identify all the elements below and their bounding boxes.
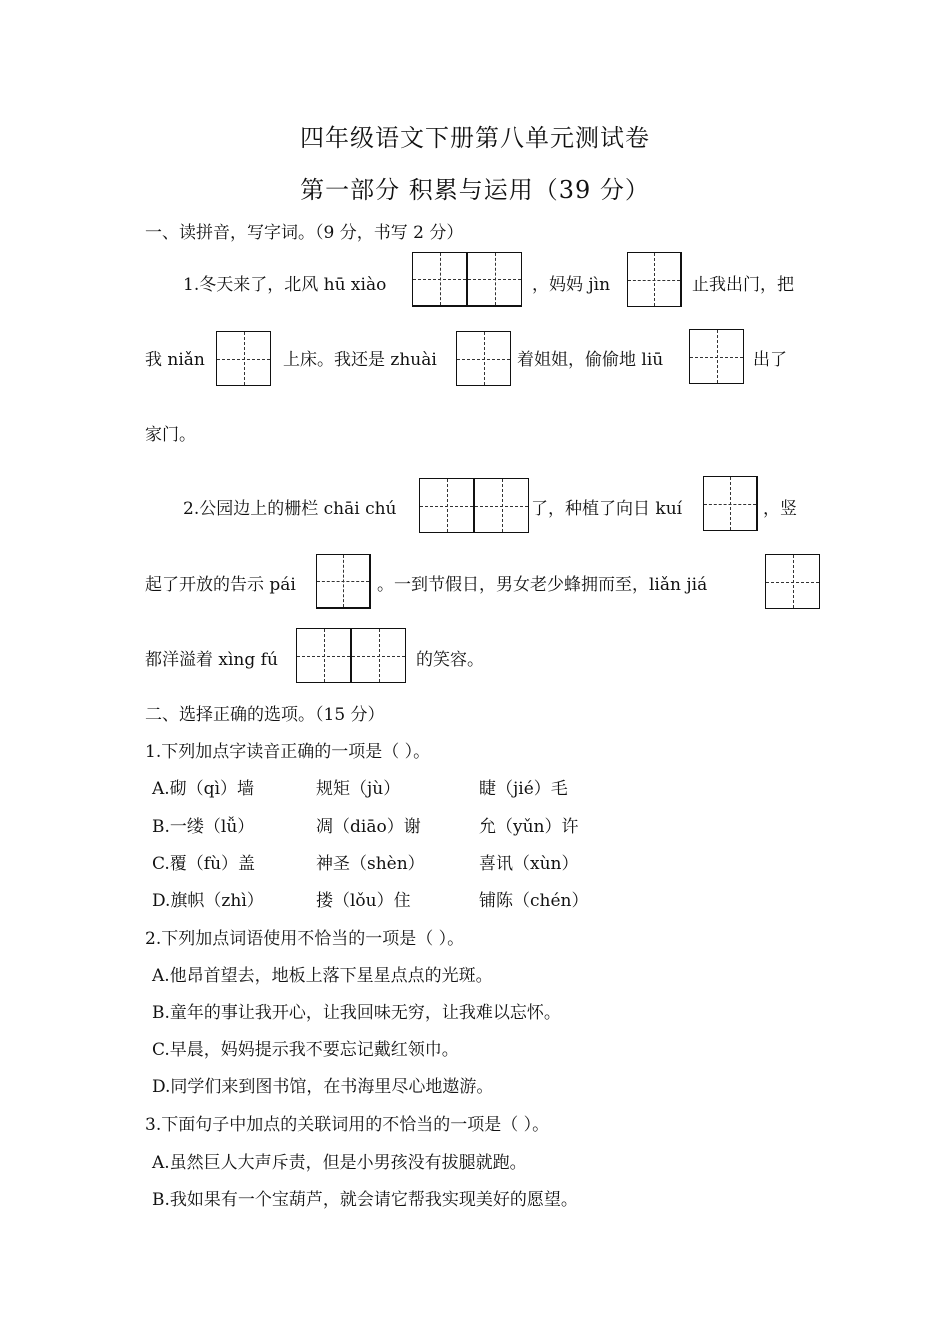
mc1-option[interactable]: B.一缕（lǚ） (152, 817, 255, 837)
mc3-option[interactable]: A.虽然巨人大声斥责，但是小男孩没有拔腿就跑。 (152, 1153, 527, 1173)
q2-line1-c: ，竖 (763, 499, 797, 519)
write-box[interactable] (351, 628, 406, 683)
q2-line3-a: 都洋溢着 xìng fú (145, 650, 278, 670)
mc1-option: 喜讯（xùn） (479, 854, 579, 874)
write-box[interactable] (474, 478, 529, 533)
write-box[interactable] (419, 478, 474, 533)
q1-line2-d: 出了 (753, 350, 787, 370)
write-box[interactable] (296, 628, 351, 683)
write-box[interactable] (703, 476, 758, 531)
mc1-option: 允（yǔn）许 (479, 817, 579, 837)
q2-line3-b: 的笑容。 (416, 650, 484, 670)
mc1-option[interactable]: D.旗帜（zhì） (152, 891, 264, 911)
q1-line1-a: 1.冬天来了，北风 hū xiào (183, 275, 387, 295)
write-box[interactable] (689, 329, 744, 384)
mc1-option[interactable]: A.砌（qì）墙 (152, 779, 254, 799)
mc1-option: 神圣（shèn） (316, 854, 425, 874)
write-box[interactable] (412, 252, 467, 307)
page-subtitle: 第一部分 积累与运用（39 分） (300, 176, 650, 204)
q1-line2-c: 着姐姐，偷偷地 liū (517, 350, 664, 370)
q1-line2-a: 我 niǎn (145, 350, 205, 370)
q1-line1-c: 止我出门，把 (692, 275, 794, 295)
q2-line2-a: 起了开放的告示 pái (145, 575, 296, 595)
q2-line2-b: 。一到节假日，男女老少蜂拥而至，liǎn jiá (377, 575, 708, 595)
q2-line1-b: 了，种植了向日 kuí (531, 499, 683, 519)
section1-heading: 一、读拼音，写字词。（9 分，书写 2 分） (145, 223, 464, 243)
mc1-option: 睫（jié）毛 (479, 779, 568, 799)
q2-line1-a: 2.公园边上的栅栏 chāi chú (183, 499, 397, 519)
mc2-option[interactable]: D.同学们来到图书馆，在书海里尽心地遨游。 (152, 1077, 494, 1097)
mc1-stem: 1.下列加点字读音正确的一项是（ ）。 (145, 742, 431, 762)
mc1-option: 规矩（jù） (316, 779, 401, 799)
write-box[interactable] (456, 331, 511, 386)
page-title: 四年级语文下册第八单元测试卷 (300, 124, 650, 152)
write-box[interactable] (316, 554, 371, 609)
mc3-option[interactable]: B.我如果有一个宝葫芦，就会请它帮我实现美好的愿望。 (152, 1190, 578, 1210)
mc1-option: 凋（diāo）谢 (316, 817, 421, 837)
write-box[interactable] (216, 331, 271, 386)
mc1-option: 铺陈（chén） (479, 891, 589, 911)
mc1-option[interactable]: C.覆（fù）盖 (152, 854, 256, 874)
q1-line1-b: ，妈妈 jìn (532, 275, 611, 295)
mc3-stem: 3.下面句子中加点的关联词用的不恰当的一项是（ ）。 (145, 1115, 550, 1135)
write-box[interactable] (627, 252, 682, 307)
mc2-option[interactable]: B.童年的事让我开心，让我回味无穷，让我难以忘怀。 (152, 1003, 561, 1023)
mc2-option[interactable]: A.他昂首望去，地板上落下星星点点的光斑。 (152, 966, 493, 986)
q1-line3: 家门。 (145, 425, 196, 445)
section2-heading: 二、选择正确的选项。（15 分） (145, 705, 385, 725)
write-box[interactable] (467, 252, 522, 307)
mc1-option: 搂（lǒu）住 (316, 891, 411, 911)
q1-line2-b: 上床。我还是 zhuài (283, 350, 437, 370)
mc2-stem: 2.下列加点词语使用不恰当的一项是（ ）。 (145, 929, 465, 949)
write-box[interactable] (765, 554, 820, 609)
mc2-option[interactable]: C.早晨，妈妈提示我不要忘记戴红领巾。 (152, 1040, 459, 1060)
